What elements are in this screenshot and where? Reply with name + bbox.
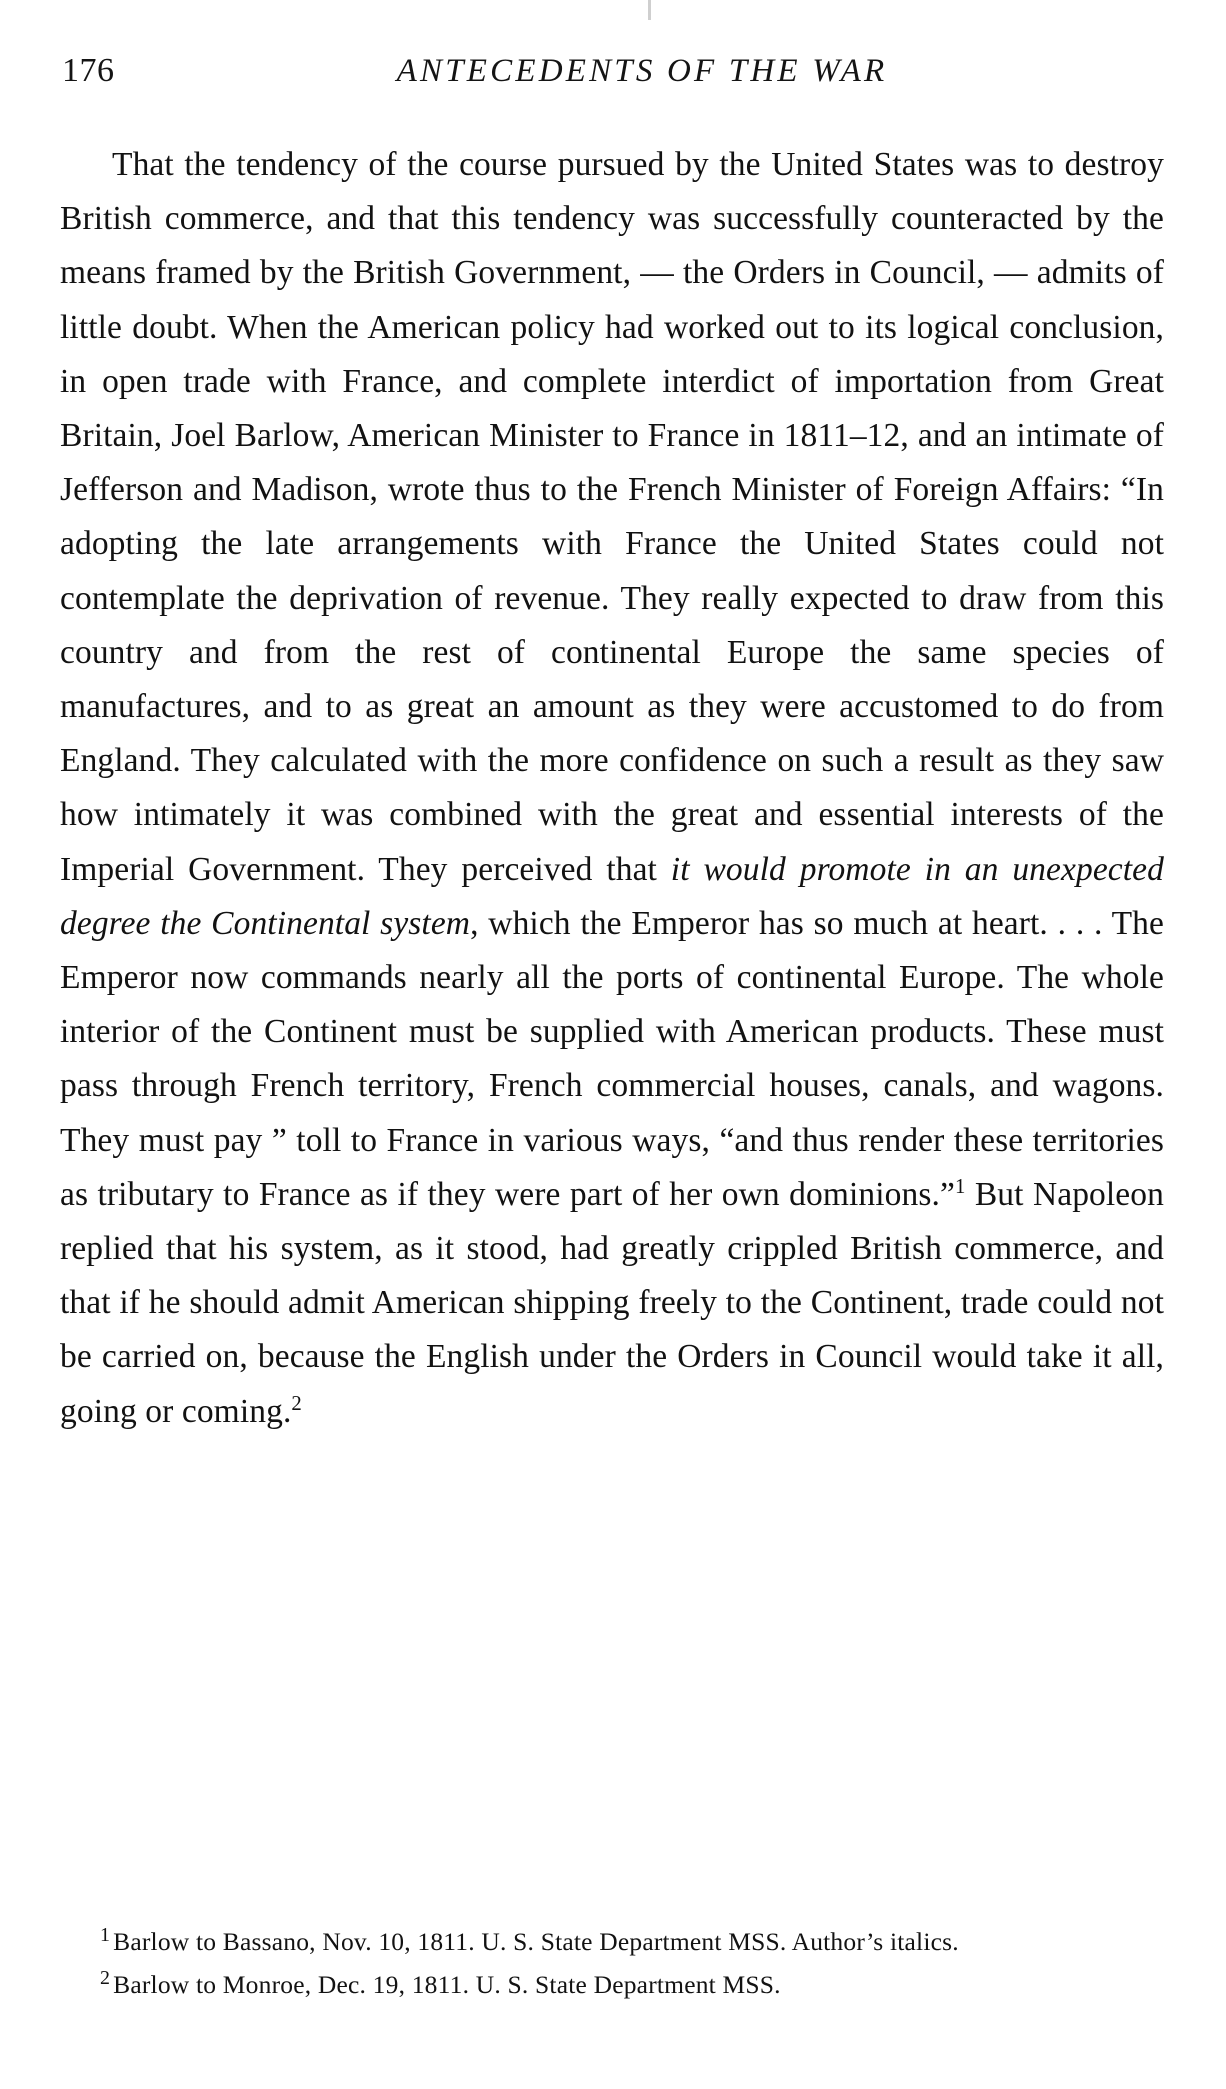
paragraph-italic-quote: it would promote in an unexpected degree the Continental system (60, 850, 1164, 942)
paragraph-segment-b: , which the Emperor has so much at heart. . . . The Emperor now commands nearly all the ports of continental Europe. The whole interior of the Continent must be supplied with American products. These must pass through French territory, French commercial houses, canals, and wagons. They must pay ” toll to France in various ways, “and thus render these territories as tributary to France as if they were part of her own dominions.” (60, 904, 1164, 1213)
footnote-text: Barlow to Bassano, Nov. 10, 1811. U. S. State Department MSS. Author’s italics. (113, 1927, 959, 1956)
footnote-marker: 1 (100, 1923, 111, 1946)
footnote-reference-2[interactable]: 2 (291, 1391, 302, 1415)
paragraph (60, 138, 1164, 1439)
page-edge-mark (648, 0, 651, 20)
footnote-item (60, 1966, 1164, 2003)
paragraph-segment-c: But Napoleon replied that his system, as it stood, had greatly crippled British commerce, and that if he should admit American shipping freely to the Continent, trade could not be carried on, because the English under the Orders in Council would take it all, going or coming. (60, 1175, 1164, 1430)
paragraph-segment-a: That the tendency of the course pursued by the United States was to destroy British commerce, and that this tendency was successfully counteracted by the means framed by the British Government, — the Orders in Council, — admits of little doubt. When the American policy had worked out to its logical conclusion, in open trade with France, and complete interdict of importation from Great Britain, Joel Barlow, American Minister to France in 1811–12, and an intimate of Jefferson and Madison, wrote thus to the French Minister of Foreign Affairs: “In adopting the late arrangements with France the United States could not contemplate the deprivation of revenue. They really expected to draw from this country and from the rest of continental Europe the same species of manufactures, and to as great an amount as they were accustomed to do from England. They calculated with the more confidence on such a result as they saw how intimately it was combined with the great and essential interests of the Imperial Government. They perceived that (60, 146, 1164, 888)
page-number: 176 (62, 52, 115, 89)
footnote-text: Barlow to Monroe, Dec. 19, 1811. U. S. State Department MSS. (113, 1970, 781, 1999)
body-text (60, 138, 1164, 1439)
footnotes (60, 1923, 1164, 2003)
running-head: ANTECEDENTS OF THE WAR (396, 53, 888, 89)
footnote-marker: 2 (100, 1966, 111, 1989)
page-header (62, 52, 1164, 98)
footnote-item (60, 1923, 1164, 1960)
footnote-reference-1[interactable]: 1 (954, 1174, 966, 1198)
